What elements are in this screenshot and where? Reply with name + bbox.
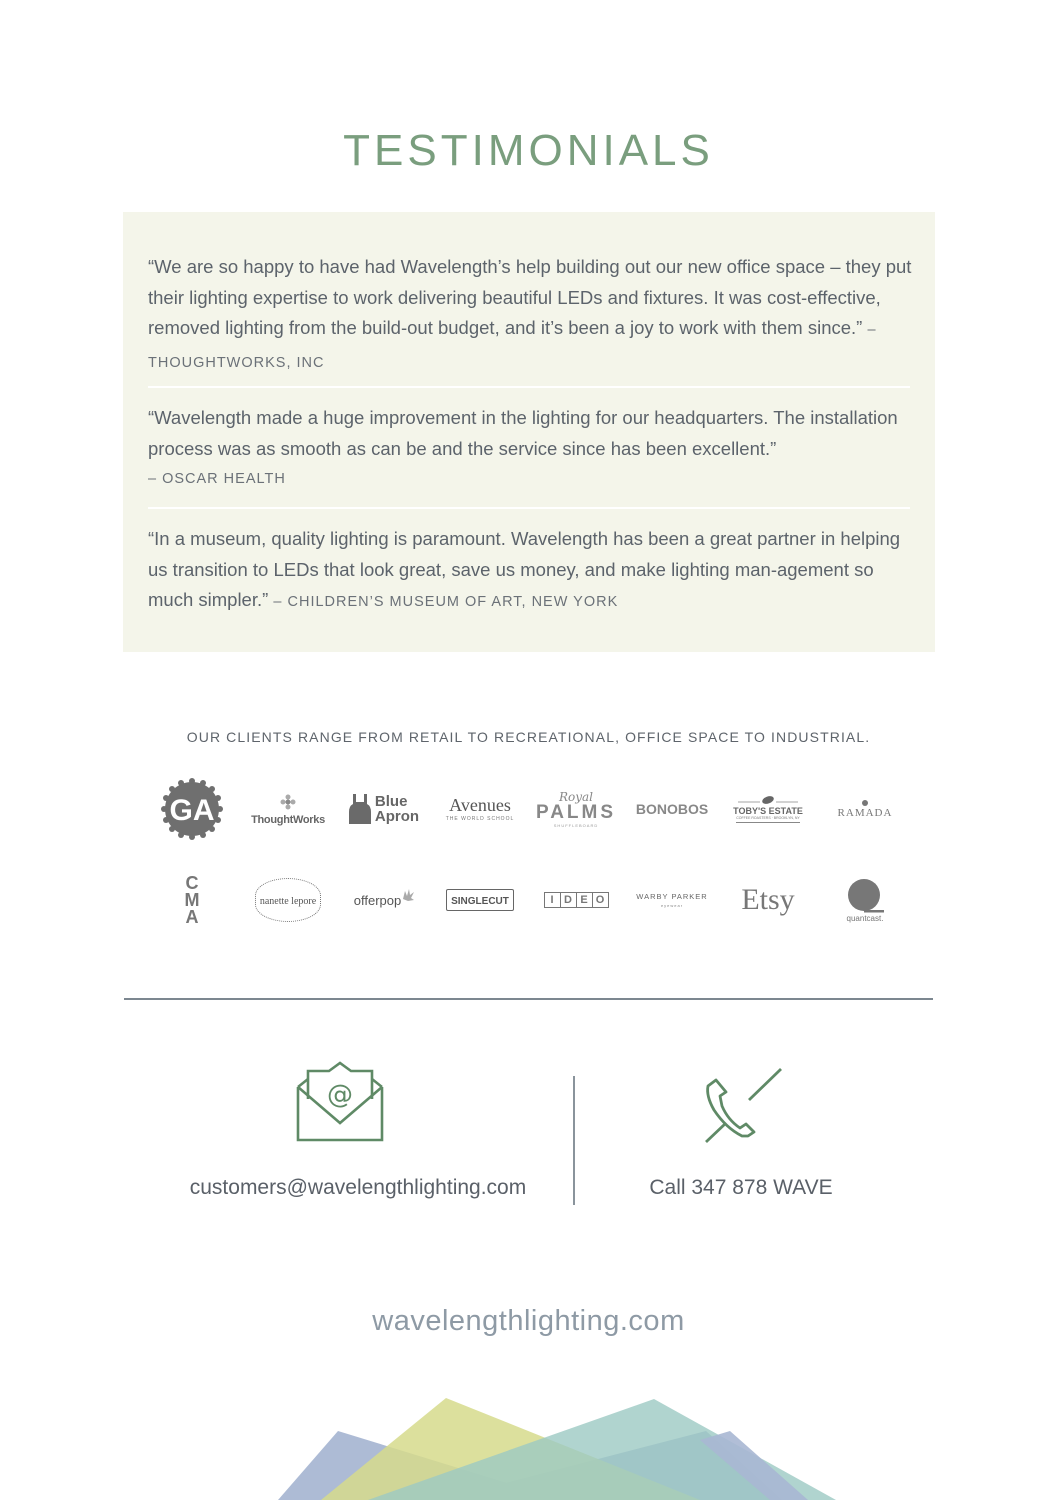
logo-royal-palms: Royal PALMS SHUFFLEBOARD bbox=[535, 789, 617, 828]
ga-badge-icon bbox=[161, 778, 223, 840]
apron-icon bbox=[349, 794, 371, 824]
ramada-emblem-icon bbox=[862, 800, 868, 806]
testimonial-quote: “Wavelength made a huge improvement in the lighting for our headquarters. The installation process was as smooth as can be and the service since has been excellent.” bbox=[148, 407, 898, 459]
offerpop-burst-icon bbox=[402, 889, 414, 903]
logo-offerpop: offerpop bbox=[336, 867, 432, 933]
logo-singlecut: SINGLECUT bbox=[432, 867, 528, 933]
clients-heading: OUR CLIENTS RANGE FROM RETAIL TO RECREATIONAL, OFFICE SPACE TO INDUSTRIAL. bbox=[186, 729, 871, 745]
svg-text:@: @ bbox=[327, 1080, 353, 1110]
logo-thoughtworks: ThoughtWorks bbox=[240, 776, 336, 842]
logo-tobys-estate: TOBY'S ESTATE COFFEE ROASTERS · BROOKLYN, NY bbox=[720, 776, 816, 842]
testimonial-1 bbox=[148, 252, 913, 378]
logo-etsy: Etsy bbox=[741, 883, 795, 916]
testimonial-attribution: – OSCAR HEALTH bbox=[148, 471, 286, 487]
quantcast-q-icon bbox=[843, 878, 887, 914]
envelope-at-icon bbox=[296, 1061, 384, 1143]
logo-nanette-lepore: nanette lepore bbox=[240, 867, 336, 933]
logo-ramada: RAMADA bbox=[817, 776, 913, 842]
divider bbox=[148, 386, 910, 388]
thoughtworks-flower-icon bbox=[279, 793, 297, 811]
svg-text:GA: GA bbox=[169, 794, 215, 827]
contact-divider bbox=[573, 1076, 575, 1205]
divider bbox=[148, 507, 910, 509]
testimonial-quote: “In a museum, quality lighting is paramount. Wavelength has been a great partner in helping us transition to LEDs that look great, save us money, and make lighting man-agement so much simpler.” bbox=[148, 528, 901, 610]
website-link[interactable]: wavelengthlighting.com bbox=[372, 1305, 685, 1337]
testimonials-panel bbox=[123, 212, 935, 652]
section-divider bbox=[124, 998, 933, 1000]
testimonial-2 bbox=[148, 403, 913, 495]
phone-handset-icon bbox=[704, 1066, 784, 1146]
logo-avenues: Avenues THE WORLD SCHOOL bbox=[445, 795, 515, 822]
testimonial-attribution: – THOUGHTWORKS, INC bbox=[148, 322, 877, 371]
logo-quantcast: quantcast. bbox=[817, 867, 913, 933]
logo-warby-parker: WARBY PARKER eyewear bbox=[636, 892, 708, 908]
email-link[interactable]: customers@wavelengthlighting.com bbox=[189, 1176, 527, 1199]
testimonial-attribution: – CHILDREN’S MUSEUM OF ART, NEW YORK bbox=[273, 594, 619, 610]
logo-blue-apron: Blue Apron bbox=[336, 776, 432, 842]
logo-bonobos: BONOBOS bbox=[635, 801, 709, 817]
testimonial-quote: “We are so happy to have had Wavelength’s help building out our new office space – they put their lighting expertise to work delivering beautiful LEDs and fixtures. It was cost-effective, removed lighting from the build-out budget, and it’s been a joy to work with them since.” bbox=[148, 256, 912, 338]
logo-general-assembly bbox=[144, 776, 240, 842]
phone-link[interactable]: Call 347 878 WAVE bbox=[649, 1176, 833, 1199]
logo-cma: C M A bbox=[184, 872, 200, 927]
logo-ideo: I D E O bbox=[528, 867, 624, 933]
testimonial-3 bbox=[148, 524, 913, 618]
coffee-bean-icon bbox=[738, 796, 798, 804]
page-title: TESTIMONIALS bbox=[343, 126, 714, 175]
mountains-decoration bbox=[0, 1380, 1057, 1500]
